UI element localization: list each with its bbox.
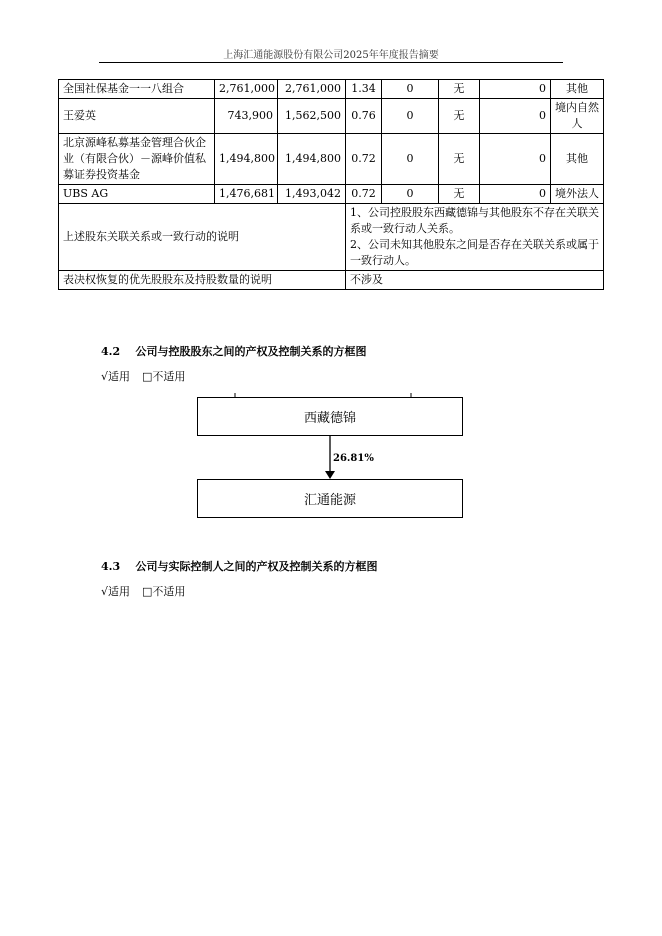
holder-type: 其他 xyxy=(551,134,604,185)
pledged-shares: 0 xyxy=(480,80,551,99)
pledge-status: 无 xyxy=(439,80,480,99)
shares-held: 1,493,042 xyxy=(278,185,346,204)
section-title: 公司与控股股东之间的产权及控制关系的方框图 xyxy=(135,345,367,358)
controlling-shareholder-name: 西藏德锦 xyxy=(303,411,356,426)
holding-ratio: 1.34 xyxy=(346,80,382,99)
pledged-shares: 0 xyxy=(480,99,551,134)
section-title: 公司与实际控制人之间的产权及控制关系的方框图 xyxy=(135,560,378,573)
restricted-shares: 0 xyxy=(382,134,439,185)
period-change: 743,900 xyxy=(215,99,278,134)
preferred-shares-label: 表决权恢复的优先股股东及持股数量的说明 xyxy=(59,271,346,290)
ownership-arrow-head xyxy=(325,471,335,479)
holder-name: 王爱英 xyxy=(59,99,215,134)
holder-type: 其他 xyxy=(551,80,604,99)
section-4-3-applicability xyxy=(101,583,185,599)
report-header-title: 上海汇通能源股份有限公司2025年年度报告摘要 xyxy=(223,50,439,61)
not-applicable-option: □不适用 xyxy=(142,370,186,383)
period-change: 2,761,000 xyxy=(215,80,278,99)
holder-name: 全国社保基金一一八组合 xyxy=(59,80,215,99)
section-4-3-heading xyxy=(101,558,377,574)
related-parties-line: 2、公司未知其他股东之间是否存在关联关系或属于一致行动人。 xyxy=(350,238,599,267)
shares-held: 1,494,800 xyxy=(278,134,346,185)
company-box xyxy=(197,479,463,518)
related-parties-line: 1、公司控股股东西藏德锦与其他股东不存在关联关系或一致行动人关系。 xyxy=(350,206,599,235)
pledge-status: 无 xyxy=(439,99,480,134)
applicable-option: √适用 xyxy=(101,370,131,383)
pledged-shares: 0 xyxy=(480,134,551,185)
holder-name: 北京源峰私募基金管理合伙企业（有限合伙）－源峰价值私募证券投资基金 xyxy=(59,134,215,185)
restricted-shares: 0 xyxy=(382,185,439,204)
ownership-percentage: 26.81% xyxy=(333,453,374,464)
pledge-status: 无 xyxy=(439,185,480,204)
not-applicable-option: □不适用 xyxy=(142,585,186,598)
restricted-shares: 0 xyxy=(382,99,439,134)
holding-ratio: 0.72 xyxy=(346,185,382,204)
holding-ratio: 0.76 xyxy=(346,99,382,134)
controlling-shareholder-box xyxy=(197,397,463,436)
holding-ratio: 0.72 xyxy=(346,134,382,185)
holder-type: 境外法人 xyxy=(551,185,604,204)
restricted-shares: 0 xyxy=(382,80,439,99)
pledged-shares: 0 xyxy=(480,185,551,204)
period-change: 1,494,800 xyxy=(215,134,278,185)
shares-held: 2,761,000 xyxy=(278,80,346,99)
holder-type: 境内自然人 xyxy=(551,99,604,134)
section-number: 4.2 xyxy=(101,345,121,358)
preferred-shares-value: 不涉及 xyxy=(346,271,604,290)
shares-held: 1,562,500 xyxy=(278,99,346,134)
related-parties-label: 上述股东关联关系或一致行动的说明 xyxy=(59,204,346,271)
holder-name: UBS AG xyxy=(59,185,215,204)
period-change: 1,476,681 xyxy=(215,185,278,204)
pledge-status: 无 xyxy=(439,134,480,185)
company-name: 汇通能源 xyxy=(303,493,356,508)
section-number: 4.3 xyxy=(101,560,121,573)
applicable-option: √适用 xyxy=(101,585,131,598)
